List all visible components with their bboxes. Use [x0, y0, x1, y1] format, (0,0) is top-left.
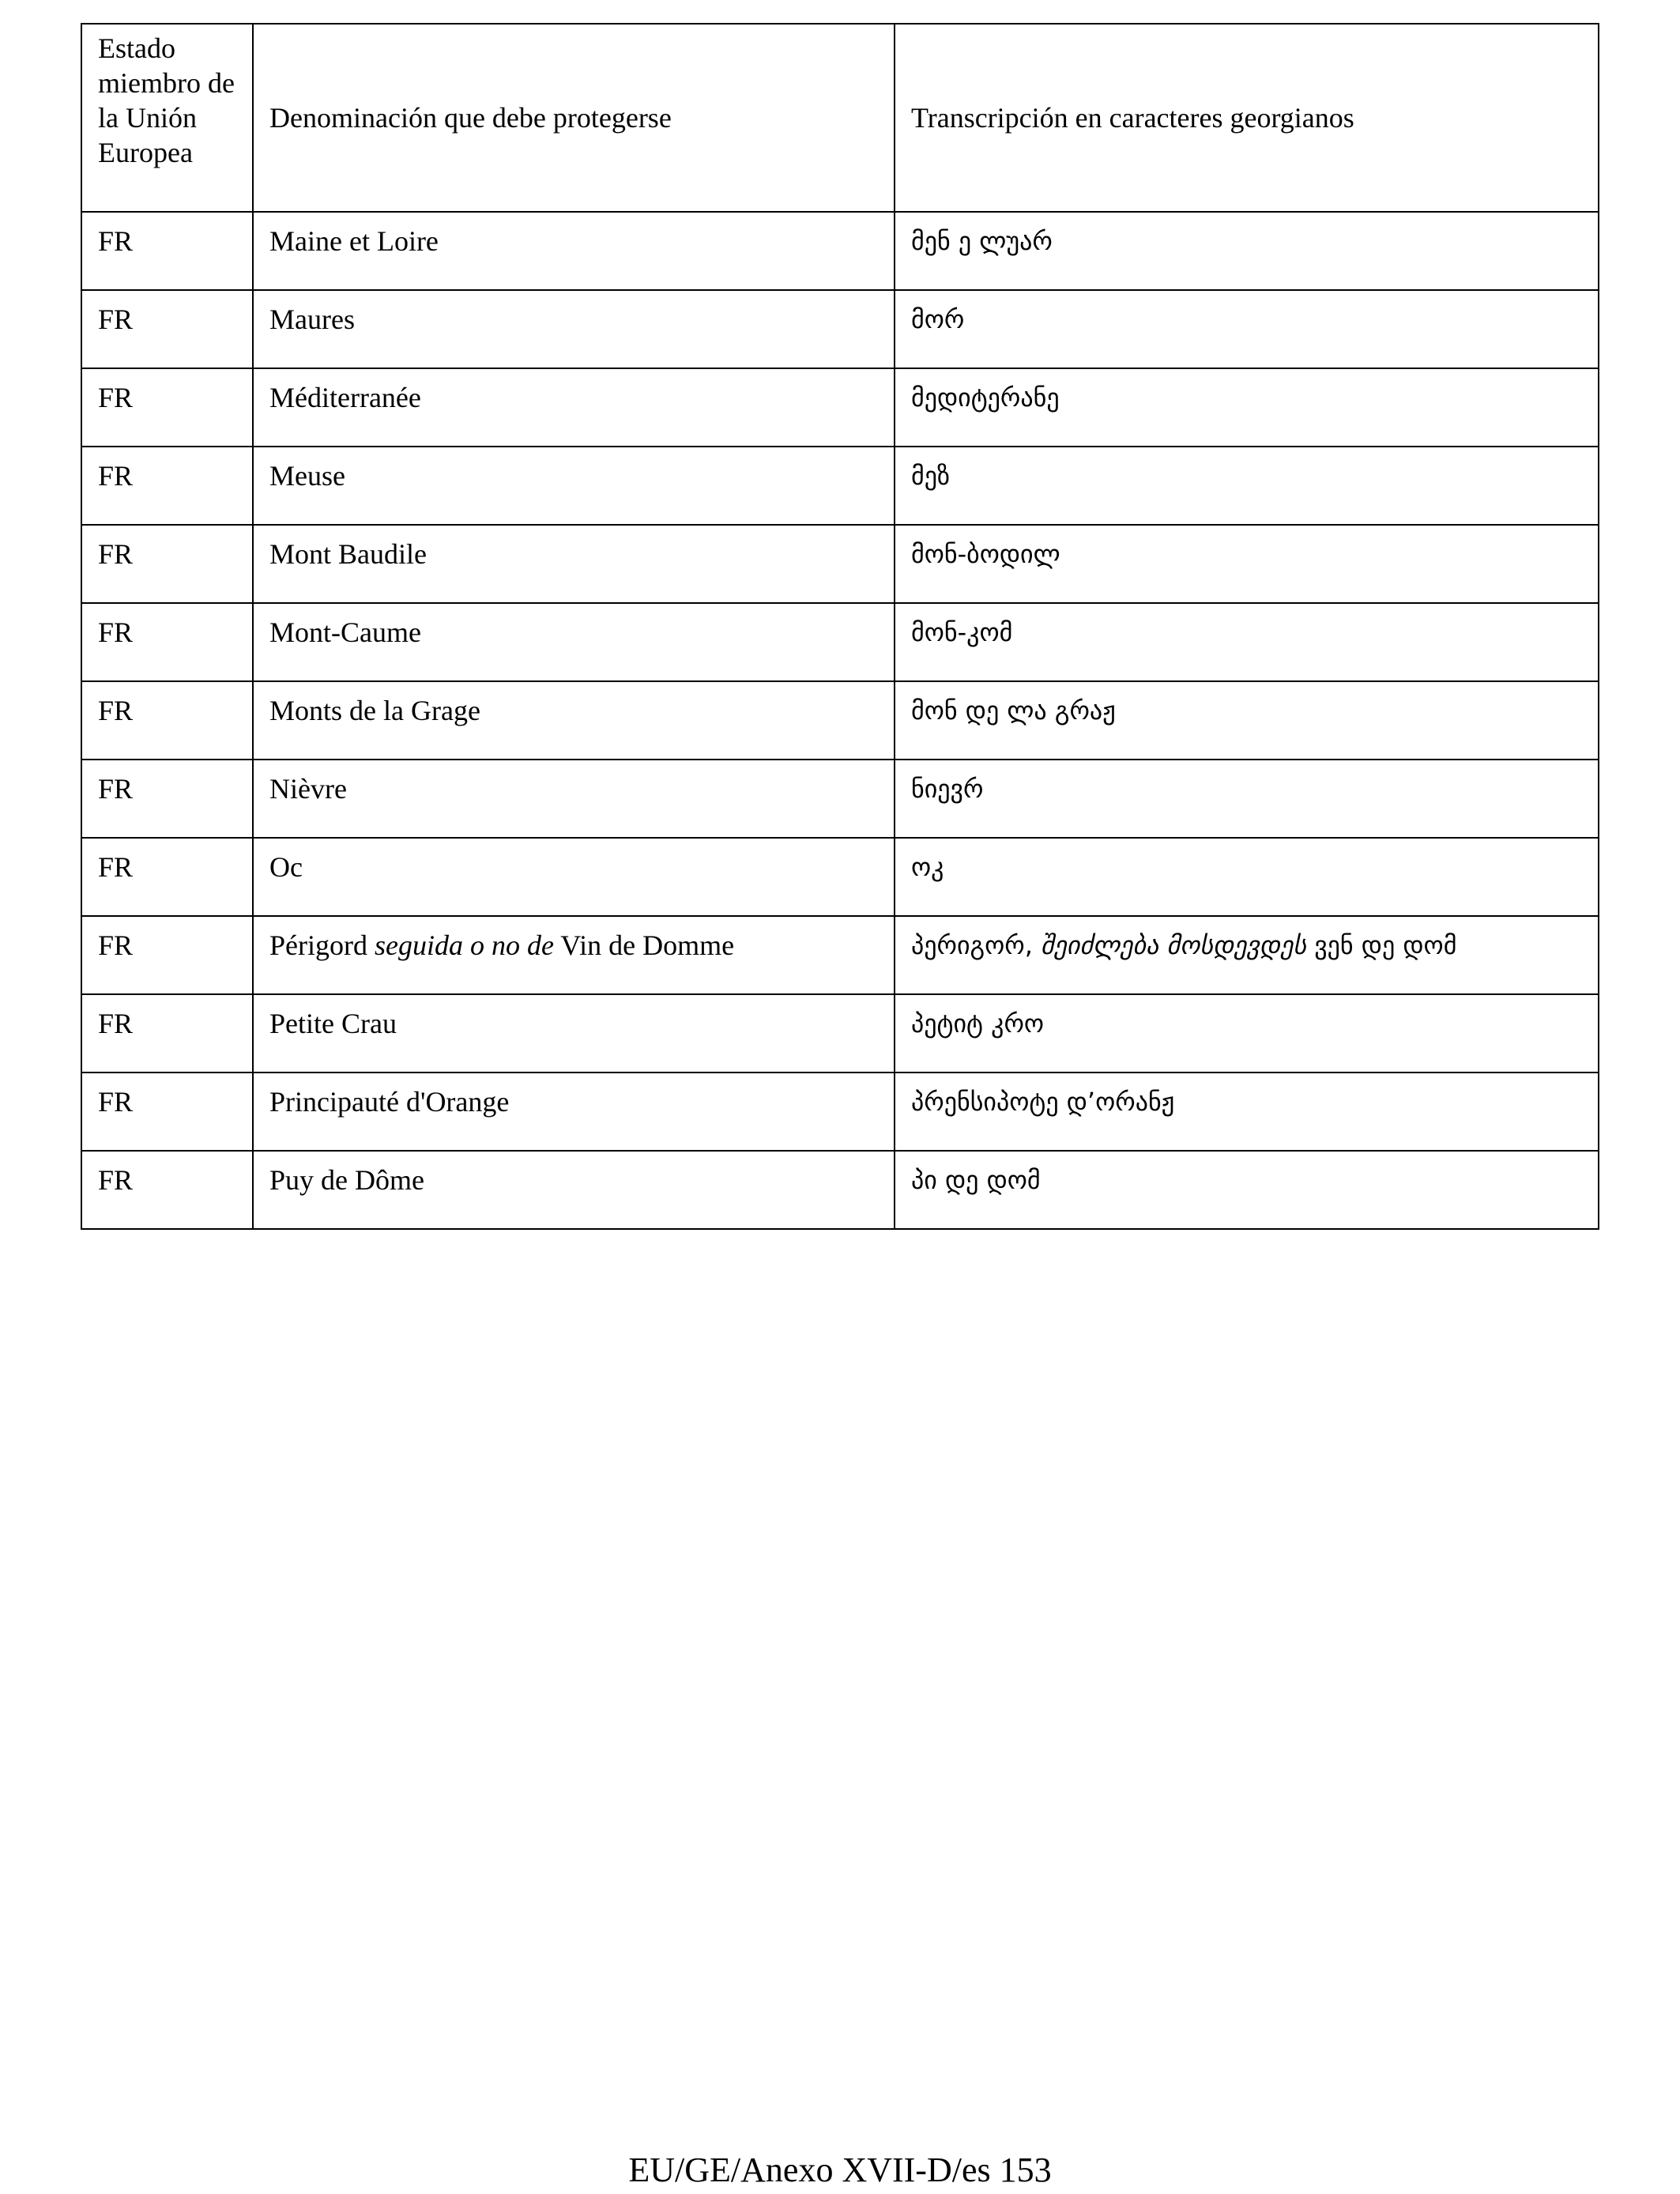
cell-transcription: მონ-ბოდილ — [895, 525, 1599, 603]
page-footer: EU/GE/Anexo XVII-D/es 153 — [628, 2151, 1052, 2189]
table-row — [81, 447, 1599, 525]
cell-name: Monts de la Grage — [253, 681, 895, 760]
cell-state: FR — [81, 368, 253, 447]
cell-transcription: მორ — [895, 290, 1599, 368]
cell-transcription: მედიტერანე — [895, 368, 1599, 447]
cell-transcription: მეზ — [895, 447, 1599, 525]
table-header-row — [81, 24, 1599, 212]
cell-transcription: ნიევრ — [895, 760, 1599, 838]
header-transcription: Transcripción en caracteres georgianos — [895, 24, 1599, 212]
cell-state: FR — [81, 1072, 253, 1151]
transcription-part-italic: შეიძლება მოსდევდეს — [1041, 930, 1307, 960]
cell-name: Puy de Dôme — [253, 1151, 895, 1229]
cell-name: Méditerranée — [253, 368, 895, 447]
cell-transcription: მონ დე ლა გრაჟ — [895, 681, 1599, 760]
name-part-plain: Périgord — [269, 929, 375, 961]
cell-name: Mont Baudile — [253, 525, 895, 603]
cell-name: Principauté d'Orange — [253, 1072, 895, 1151]
cell-transcription: მონ-კომ — [895, 603, 1599, 681]
table-row — [81, 603, 1599, 681]
cell-state: FR — [81, 1151, 253, 1229]
cell-name: Maures — [253, 290, 895, 368]
header-member-state: Estado miembro de la Unión Europea — [81, 24, 253, 212]
geographical-indications-table — [81, 23, 1599, 1230]
cell-transcription: პრენსიპოტე დ’ორანჟ — [895, 1072, 1599, 1151]
cell-state: FR — [81, 603, 253, 681]
cell-name: Petite Crau — [253, 994, 895, 1072]
table-row — [81, 1151, 1599, 1229]
transcription-part-plain: პერიგორ, — [911, 930, 1042, 960]
cell-name: Maine et Loire — [253, 212, 895, 290]
cell-state: FR — [81, 760, 253, 838]
cell-transcription: ოკ — [895, 838, 1599, 916]
cell-transcription — [895, 916, 1599, 994]
cell-name: Oc — [253, 838, 895, 916]
table-row — [81, 760, 1599, 838]
cell-state: FR — [81, 212, 253, 290]
cell-name — [253, 916, 895, 994]
table-row — [81, 290, 1599, 368]
cell-state: FR — [81, 916, 253, 994]
table-row — [81, 681, 1599, 760]
cell-state: FR — [81, 525, 253, 603]
header-name: Denominación que debe protegerse — [253, 24, 895, 212]
table-row — [81, 838, 1599, 916]
cell-name: Mont-Caume — [253, 603, 895, 681]
cell-transcription: პი დე დომ — [895, 1151, 1599, 1229]
cell-state: FR — [81, 994, 253, 1072]
cell-transcription: მენ ე ლუარ — [895, 212, 1599, 290]
name-part-plain: Vin de Domme — [553, 929, 735, 961]
table-row — [81, 368, 1599, 447]
cell-name: Meuse — [253, 447, 895, 525]
cell-name: Nièvre — [253, 760, 895, 838]
table-row — [81, 212, 1599, 290]
table-row — [81, 525, 1599, 603]
transcription-part-plain: ვენ დე დომ — [1306, 930, 1457, 960]
cell-transcription: პეტიტ კრო — [895, 994, 1599, 1072]
cell-state: FR — [81, 290, 253, 368]
table-row — [81, 1072, 1599, 1151]
cell-state: FR — [81, 838, 253, 916]
cell-state: FR — [81, 447, 253, 525]
table-row — [81, 916, 1599, 994]
cell-state: FR — [81, 681, 253, 760]
name-part-italic: seguida o no de — [374, 929, 554, 961]
table-row — [81, 994, 1599, 1072]
